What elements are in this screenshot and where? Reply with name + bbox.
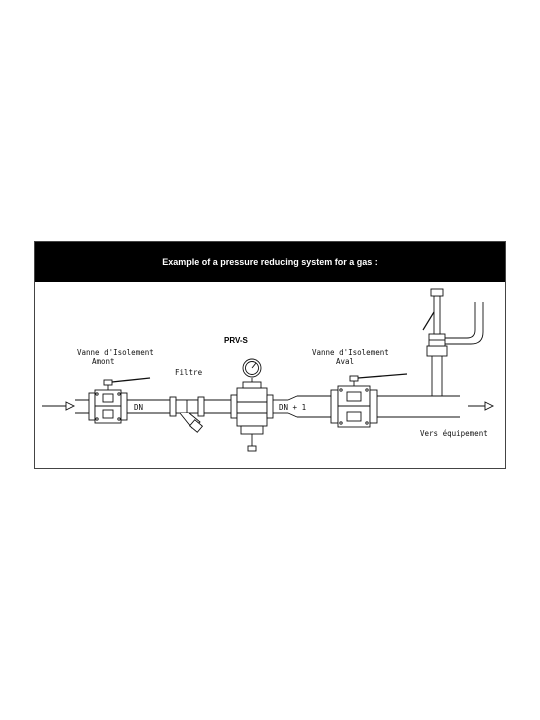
filter-label: Filtre (175, 368, 203, 377)
upstream-valve-label: Vanne d'Isolement (77, 348, 154, 357)
dn-plus-label: DN + 1 (279, 403, 307, 412)
outlet-arrow (468, 402, 493, 410)
dn-label: DN (134, 403, 144, 412)
diagram-figure (34, 241, 506, 469)
upstream-valve-sublabel: Amont (92, 357, 115, 366)
prv-label: PRV-S (224, 336, 248, 345)
downstream-isolation-valve (331, 374, 407, 427)
y-strainer-filter (170, 397, 204, 432)
downstream-valve-sublabel: Aval (336, 357, 355, 366)
relief-valve-riser (423, 289, 483, 396)
inlet-arrow (42, 402, 74, 410)
to-equipment-label: Vers équipement (420, 429, 488, 438)
piping-schematic (35, 282, 505, 468)
downstream-valve-label: Vanne d'Isolement (312, 348, 389, 357)
diagram-title: Example of a pressure reducing system for a gas : (35, 242, 505, 282)
upstream-isolation-valve (89, 378, 150, 423)
pressure-reducing-valve (231, 359, 273, 451)
